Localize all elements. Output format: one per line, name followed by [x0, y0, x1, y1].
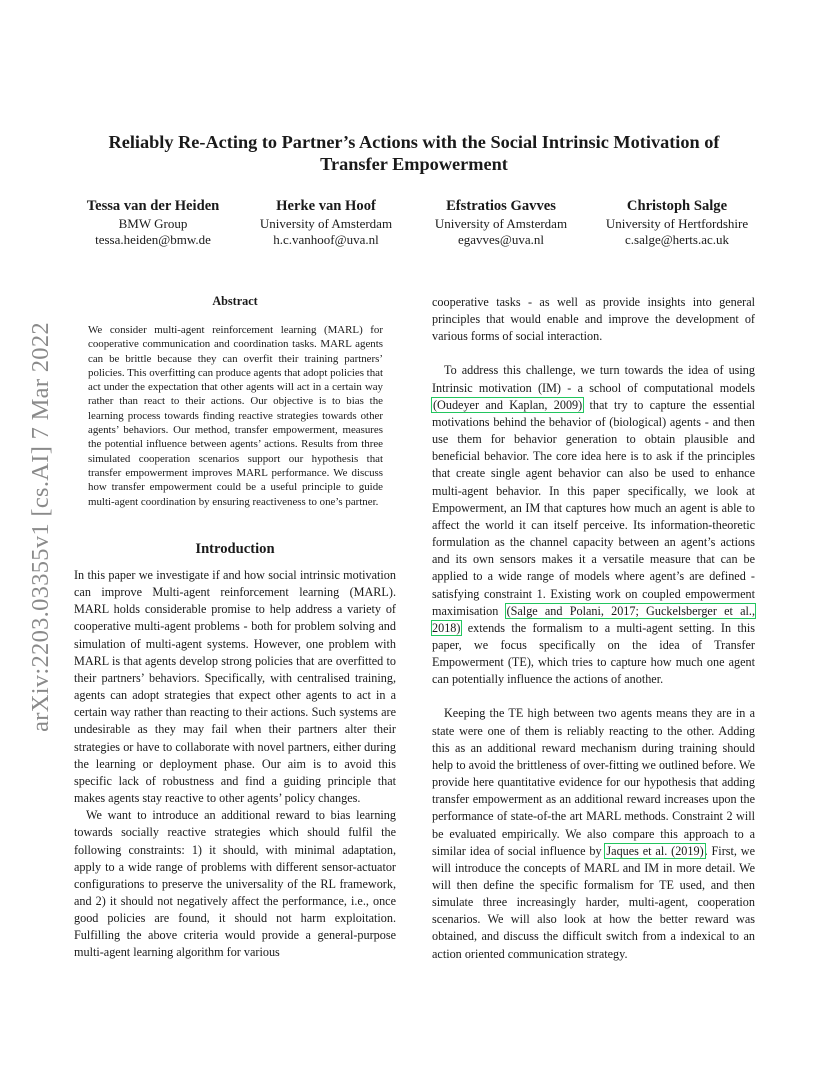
introduction-heading: Introduction [195, 541, 275, 557]
paragraph-text: that try to capture the essential motivations behind the behavior of (biological) agents - and then use them for behavior generation to obtain plausible and beneficial behavior. The core idea here is to ask if the principles that create single agent behavior can also be used to enhance multi-agent behavior. In this paper specifically, we look at Empowerment, an IM that captures how much an agent is able to affect the world it can itself perceive. Its information-theoretic formulation as the channel capacity between an agent’s actions and its own sensors makes it a versatile measure that can be applied to a wide range of models where agent’s are defined - satisfying constraint 1. Existing work on coupled empowerment maximisation [432, 397, 755, 618]
left-column [74, 567, 396, 962]
author-email: c.salge@herts.ac.uk [624, 232, 729, 247]
paragraph-text: Keeping the TE high between two agents means they are in a state were one of them is reliably reacting to the other. Adding this as an additional reward mechanism during training should help to avoid the brittleness of over-fitting we outlined before. We provide here quantitative evidence for our hypothesis that adding transfer empowerment as an additional reward increases upon the performance of state-of-the art MARL methods. Constraint 2 will be evaluated empirically. We also compare this approach to a similar idea of social influence by [432, 706, 755, 858]
paper-title: Reliably Re-Acting to Partner’s Actions with the Social Intrinsic Motivation of Transfer Empowerment [108, 132, 720, 174]
author-email: egavves@uva.nl [458, 232, 544, 247]
author-block [226, 198, 426, 249]
abstract-text: We consider multi-agent reinforcement learning (MARL) for cooperative communication and coordination tasks. MARL agents can be brittle because they can overfit their training partners’ policies. This overfitting can produce agents that adopt policies that act under the expectation that other agents will act in a certain way rather than react to their actions. Our objective is to bias the learning process towards finding reactive strategies towards other agents’ behaviors. Our method, transfer empowerment, measures the potential influence between agents’ actions. Results from three simulated cooperation scenarios support our hypothesis that transfer empowerment improves MARL performance. We discuss how transfer empowerment could be a useful principle to guide multi-agent coordination by ensuring reactiveness to one’s partner. [88, 324, 383, 508]
author-name: Tessa van der Heiden [86, 198, 220, 214]
intro-paragraph-2-continued: cooperative tasks - as well as provide insights into general principles that would enable and improve the development of various forms of social interaction. [432, 295, 755, 344]
citation-link[interactable]: (Salge and Polani, 2017; Guckelsberger et al., 2018) [432, 603, 755, 635]
author-affiliation: University of Hertfordshire [605, 215, 749, 231]
intro-paragraph-4 [432, 705, 755, 962]
intro-paragraph-3 [432, 362, 755, 688]
paragraph-text: To address this challenge, we turn towards the idea of using Intrinsic motivation (IM) - a school of computational models [432, 363, 755, 395]
paragraph-text: . First, we will introduce the concepts of MARL and IM in more detail. We will then define the specific formalism for TE used, and then simulate three increasingly harder, multi-agent, cooperation scenarios. We will also look at how the better reward was obtained, and discuss the difficult switch from a indexical to an action oriented communication strategy. [432, 843, 755, 961]
author-affiliation: University of Amsterdam [434, 215, 568, 231]
abstract-heading: Abstract [212, 294, 258, 308]
author-email: tessa.heiden@bmw.de [95, 232, 211, 247]
intro-paragraph-2: We want to introduce an additional reward to bias learning towards socially reactive strategies which should fulfil the following constraints: 1) it should, with minimal adaptation, apply to a wide range of problems with different sensor-actuator configurations to preserve the universality of the RL framework, and 2) it should not negatively affect the performance, i.e., once good policies are found, it should not harm exploitation. Fulfilling the above criteria would provide a general-purpose multi-agent learning algorithm for various [74, 808, 396, 960]
paragraph-text: extends the formalism to a multi-agent setting. In this paper, we focus specifically on the idea of Transfer Empowerment (TE), which tries to capture how much one agent can potentially influence the actions of another. [432, 620, 755, 687]
citation-link[interactable]: (Oudeyer and Kaplan, 2009) [433, 397, 583, 412]
right-column [432, 294, 755, 963]
intro-paragraph-1: In this paper we investigate if and how social intrinsic motivation can improve Multi-agent reinforcement learning (MARL). MARL holds considerable promise to help address a variety of cooperative multi-agent problems - both for problem solving and simulation of multi-agent systems. However, one problem with MARL is that agents develop strong policies that are overfitted to their partners’ behaviors. Specifically, with centralised training, agents can adopt strategies that expect other agents to act in a certain way rather than reacting to their actions. Such systems are undesirable as they may fail when their partners alter their strategies or have to collaborate with novel partners, either during the learning or deployment phase. Our aim is to avoid this specific lack of robustness and find a guiding principle that makes agents stay reactive to other agents’ policy changes. [74, 568, 396, 806]
author-name: Christoph Salge [626, 198, 728, 214]
author-affiliation: BMW Group [118, 215, 188, 231]
citation-link[interactable]: Jaques et al. (2019) [606, 843, 704, 858]
author-affiliation: University of Amsterdam [259, 215, 393, 231]
author-block [401, 198, 601, 249]
author-block [577, 198, 777, 249]
author-name: Efstratios Gavves [446, 198, 556, 214]
arxiv-identifier-stamp: arXiv:2203.03355v1 [cs.AI] 7 Mar 2022 [27, 322, 54, 732]
author-email: h.c.vanhoof@uva.nl [273, 232, 379, 247]
author-block [53, 198, 253, 249]
author-name: Herke van Hoof [276, 198, 376, 214]
